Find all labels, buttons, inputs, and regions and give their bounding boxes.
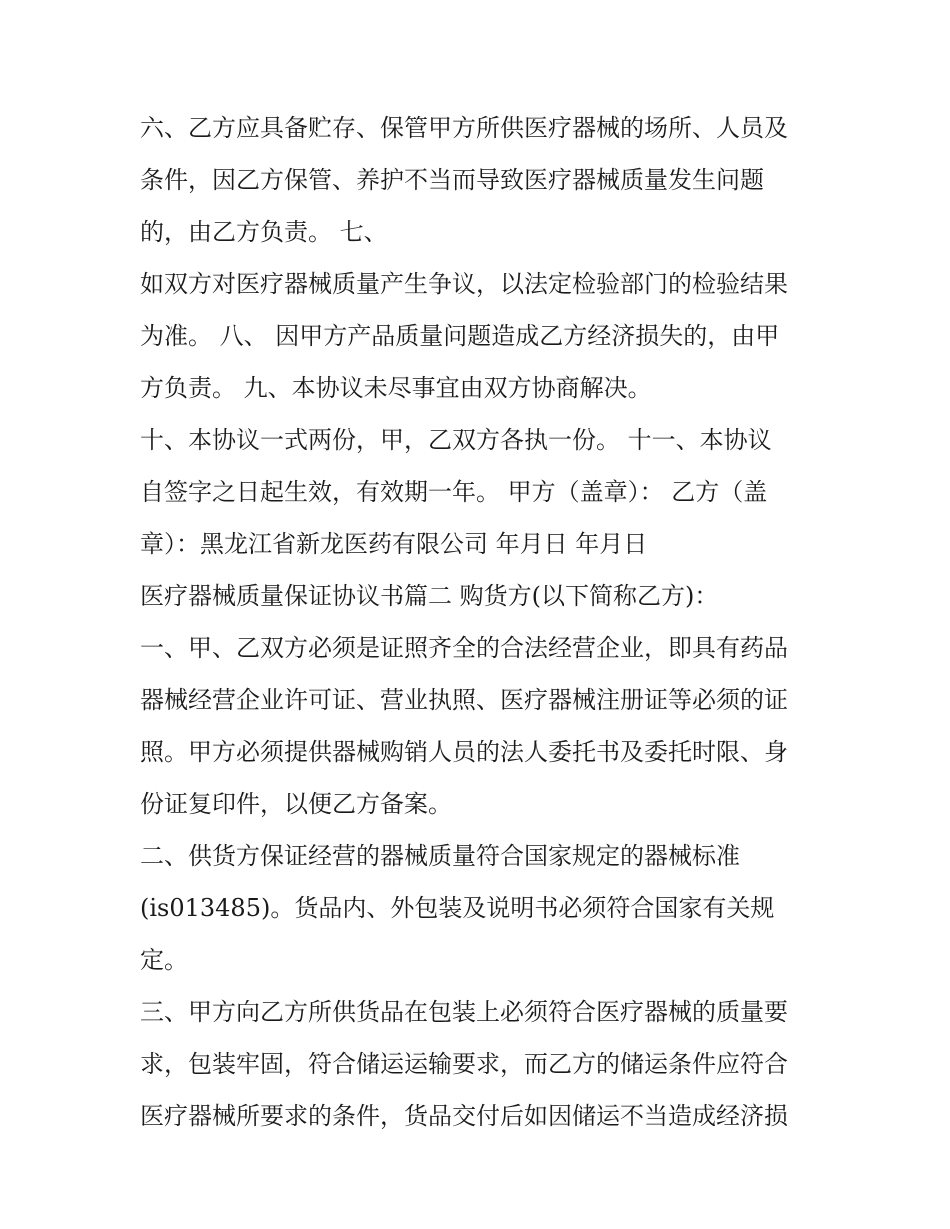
text-line: 照。甲方必须提供器械购销人员的法人委托书及委托时限、身: [140, 738, 788, 766]
document-body: [140, 102, 830, 1142]
text-line: 条件，因乙方保管、养护不当而导致医疗器械质量发生问题: [140, 166, 764, 194]
text-line: 三、甲方向乙方所供货品在包装上必须符合医疗器械的质量要: [140, 998, 788, 1026]
text-line: 章）：黑龙江省新龙医药有限公司 年月日 年月日: [140, 530, 648, 558]
text-line: 六、乙方应具备贮存、保管甲方所供医疗器械的场所、人员及: [140, 114, 788, 142]
text-line: 求，包装牢固，符合储运运输要求，而乙方的储运条件应符合: [140, 1050, 788, 1078]
text-line: 医疗器械所要求的条件，货品交付后如因储运不当造成经济损: [140, 1102, 788, 1130]
text-line: 定。: [140, 946, 188, 974]
text-line: 自签字之日起生效，有效期一年。 甲方（盖章）： 乙方（盖: [140, 478, 768, 506]
text-line: 器械经营企业许可证、营业执照、医疗器械注册证等必须的证: [140, 686, 788, 714]
section-heading-line: 医疗器械质量保证协议书篇二 购货方(以下简称乙方)：: [140, 582, 719, 610]
text-line: 一、甲、乙双方必须是证照齐全的合法经营企业，即具有药品: [140, 634, 788, 662]
text-line: 为准。 八、 因甲方产品质量问题造成乙方经济损失的，由甲: [140, 322, 780, 350]
text-line: 二、供货方保证经营的器械质量符合国家规定的器械标准: [140, 842, 740, 870]
text-line: 份证复印件，以便乙方备案。: [140, 790, 452, 818]
text-line: 的，由乙方负责。 七、: [140, 218, 388, 246]
text-line: 方负责。 九、本协议未尽事宜由双方协商解决。: [140, 374, 652, 402]
text-line: (is013485)。货品内、外包装及说明书必须符合国家有关规: [140, 894, 775, 922]
text-line: 如双方对医疗器械质量产生争议，以法定检验部门的检验结果: [140, 270, 788, 298]
text-line: 十、本协议一式两份，甲，乙双方各执一份。 十一、本协议: [140, 426, 772, 454]
